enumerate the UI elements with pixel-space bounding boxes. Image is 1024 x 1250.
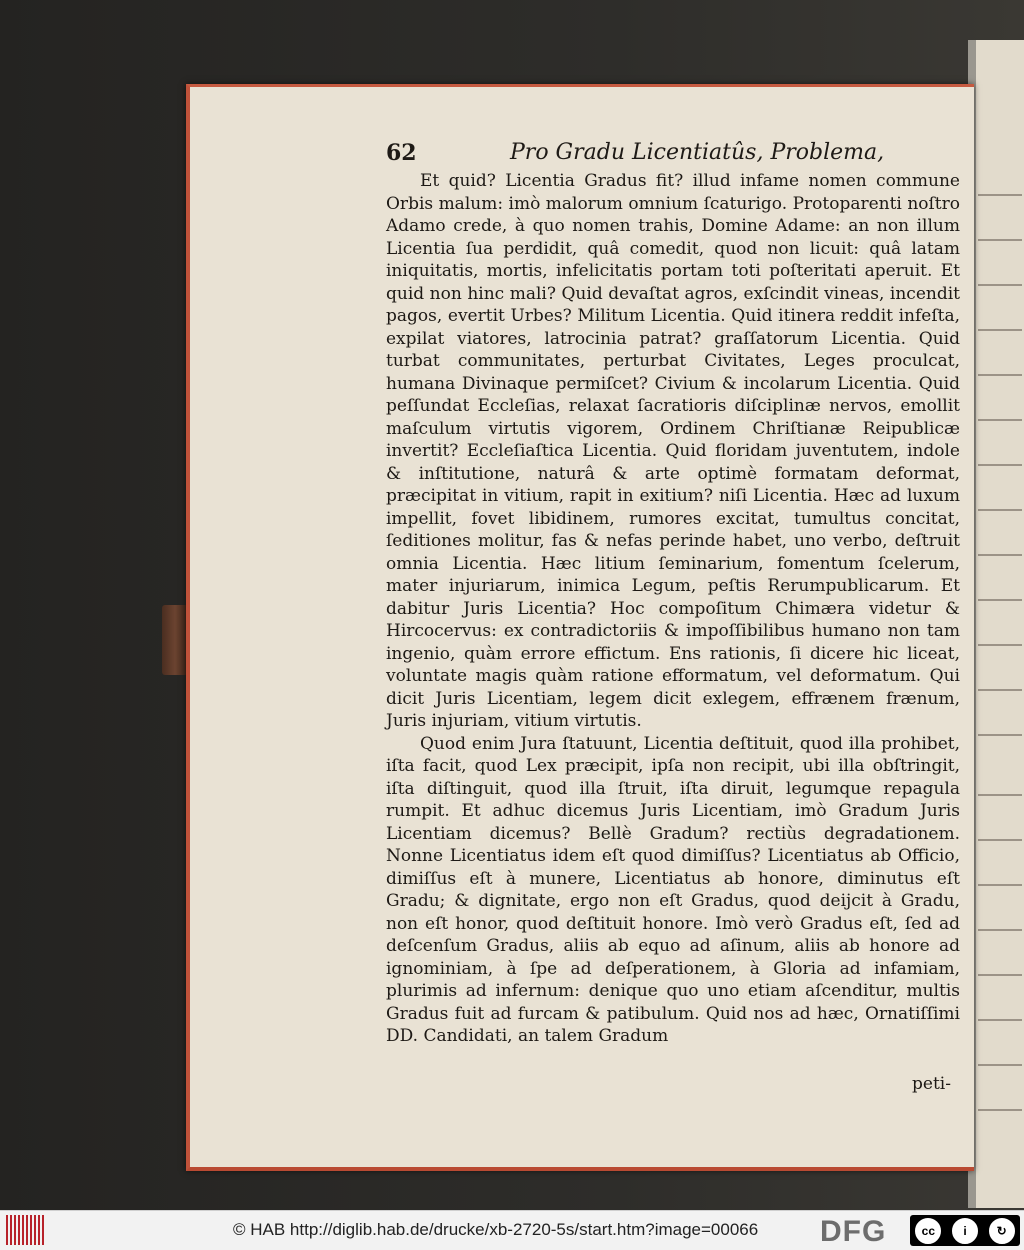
hab-barcode-logo <box>6 1215 46 1245</box>
dfg-logo: DFG <box>820 1215 887 1248</box>
adjacent-text-line <box>978 450 1022 466</box>
adjacent-text-line <box>978 720 1022 736</box>
adjacent-text-line <box>978 405 1022 421</box>
adjacent-text-line <box>978 495 1022 511</box>
copyright-link[interactable]: © HAB http://diglib.hab.de/drucke/xb-2720-5s/start.htm?image=00066 <box>233 1220 759 1239</box>
bookmark-ribbon <box>162 605 188 675</box>
adjacent-text-line <box>978 825 1022 841</box>
adjacent-text-line <box>978 360 1022 376</box>
adjacent-text-line <box>978 1005 1022 1021</box>
adjacent-text-line <box>978 540 1022 556</box>
cc-icon: cc <box>915 1218 941 1244</box>
running-header <box>386 140 926 174</box>
adjacent-text-line <box>978 675 1022 691</box>
adjacent-text-line <box>978 1095 1022 1111</box>
adjacent-text-line <box>978 1050 1022 1066</box>
adjacent-text-line <box>978 870 1022 886</box>
page-number: 62 <box>386 140 417 166</box>
catchword: peti- <box>912 1074 951 1094</box>
body-text <box>386 170 960 1048</box>
attribution-icon: i <box>952 1218 978 1244</box>
adjacent-text-line <box>978 630 1022 646</box>
adjacent-text-line <box>978 585 1022 601</box>
paragraph-1: Et quid? Licentia Gradus fit? illud infame nomen commune Orbis malum: imò malorum omnium ſcaturigo. Protoparenti noſtro Adamo crede, à quo nomen trahis, Domine Adame: an non illum Licentia ſua perdidit, quâ comedit, quod non licuit: quâ latam iniquitatis, mortis, infelicitatis portam toti poſteritati aperuit. Et quid non hinc mali? Quid devaſtat agros, exſcindit vineas, incendit pagos, evertit Urbes? Militum Licentia. Quid itinera reddit infeſta, expilat viatores, latrocinia patrat? graſſatorum Licentia. Quid turbat communitates, perturbat Civitates, Leges proculcat, humana Divinaque permiſcet? Civium & incolarum Licentia. Quid peſſundat Eccleſias, relaxat ſacratioris diſciplinæ nervos, emollit maſculum virtutis vigorem, Ordinem Chriſtianæ Reipublicæ invertit? Eccleſiaſtica Licentia. Quid floridam juventutem, indole & inſtitutione, naturâ & arte optimè formatam deformat, præcipitat in vitium, rapit in exitium? niſi Licentia. Hæc ad luxum impellit, fovet libidinem, rumores excitat, tumultus concitat, ſeditiones molitur, fas & nefas perinde habet, uno verbo, deſtruit omnia Licentia. Hæc litium ſeminarium, fomentum ſcelerum, mater injuriarum, inimica Legum, peſtis Rerumpublicarum. Et dabitur Juris Licentia? Hoc compoſitum Chimæra videtur & Hircocervus: ex contradictoriis & impoſſibilibus humano non tam ingenio, quàm errore effictum. Ens rationis, ſi dicere hic liceat, voluntate magis quàm ratione efformatum, vel deformatum. Qui dicit Juris Licentiam, legem dicit exlegem, effrænem frænum, Juris injuriam, vitium virtutis. <box>386 171 960 731</box>
paragraph-2: Quod enim Jura ſtatuunt, Licentia deſtituit, quod illa prohibet, iſta facit, quod Lex præcipit, ipſa non recipit, ubi illa obſtringit, iſta diſtinguit, quod illa ſtruit, iſta diruit, legumque repagula rumpit. Et adhuc dicemus Juris Licentiam, imò Gradum Juris Licentiam dicemus? Bellè Gradum? rectiùs degradationem. Nonne Licentiatus idem eſt quod dimiſſus? Licentiatus ab Officio, dimiſſus eſt à munere, Licentiatus ab honore, diminutus eſt Gradu; & dignitate, ergo non eſt Gradus, quod deijcit à Gradu, non eſt honor, quod deſtituit honore. Imò verò Gradus eſt, ſed ad deſcenſum Gradus, aliis ab equo ad aſinum, aliis ab honore ad ignominiam, à ſpe ad deſperationem, à Gloria ad infamiam, plurimis ad infernum: denique quo uno etiam aſcenditur, multis Gradus fuit ad furcam & patibulum. Quid nos ad hæc, Ornatiſſimi DD. Candidati, an talem Gradum <box>386 733 960 1046</box>
adjacent-text-line <box>978 225 1022 241</box>
adjacent-text-line <box>978 270 1022 286</box>
cc-license-badge[interactable] <box>910 1215 1020 1246</box>
share-alike-icon: ↻ <box>989 1218 1015 1244</box>
adjacent-text-line <box>978 315 1022 331</box>
running-title: Pro Gradu Licentiatûs, Problema, <box>510 140 885 165</box>
viewer-footer <box>0 1210 1024 1250</box>
adjacent-text-line <box>978 180 1022 196</box>
adjacent-text-line <box>978 915 1022 931</box>
adjacent-text-line <box>978 960 1022 976</box>
adjacent-page-edge <box>968 40 1024 1208</box>
adjacent-text-line <box>978 780 1022 796</box>
